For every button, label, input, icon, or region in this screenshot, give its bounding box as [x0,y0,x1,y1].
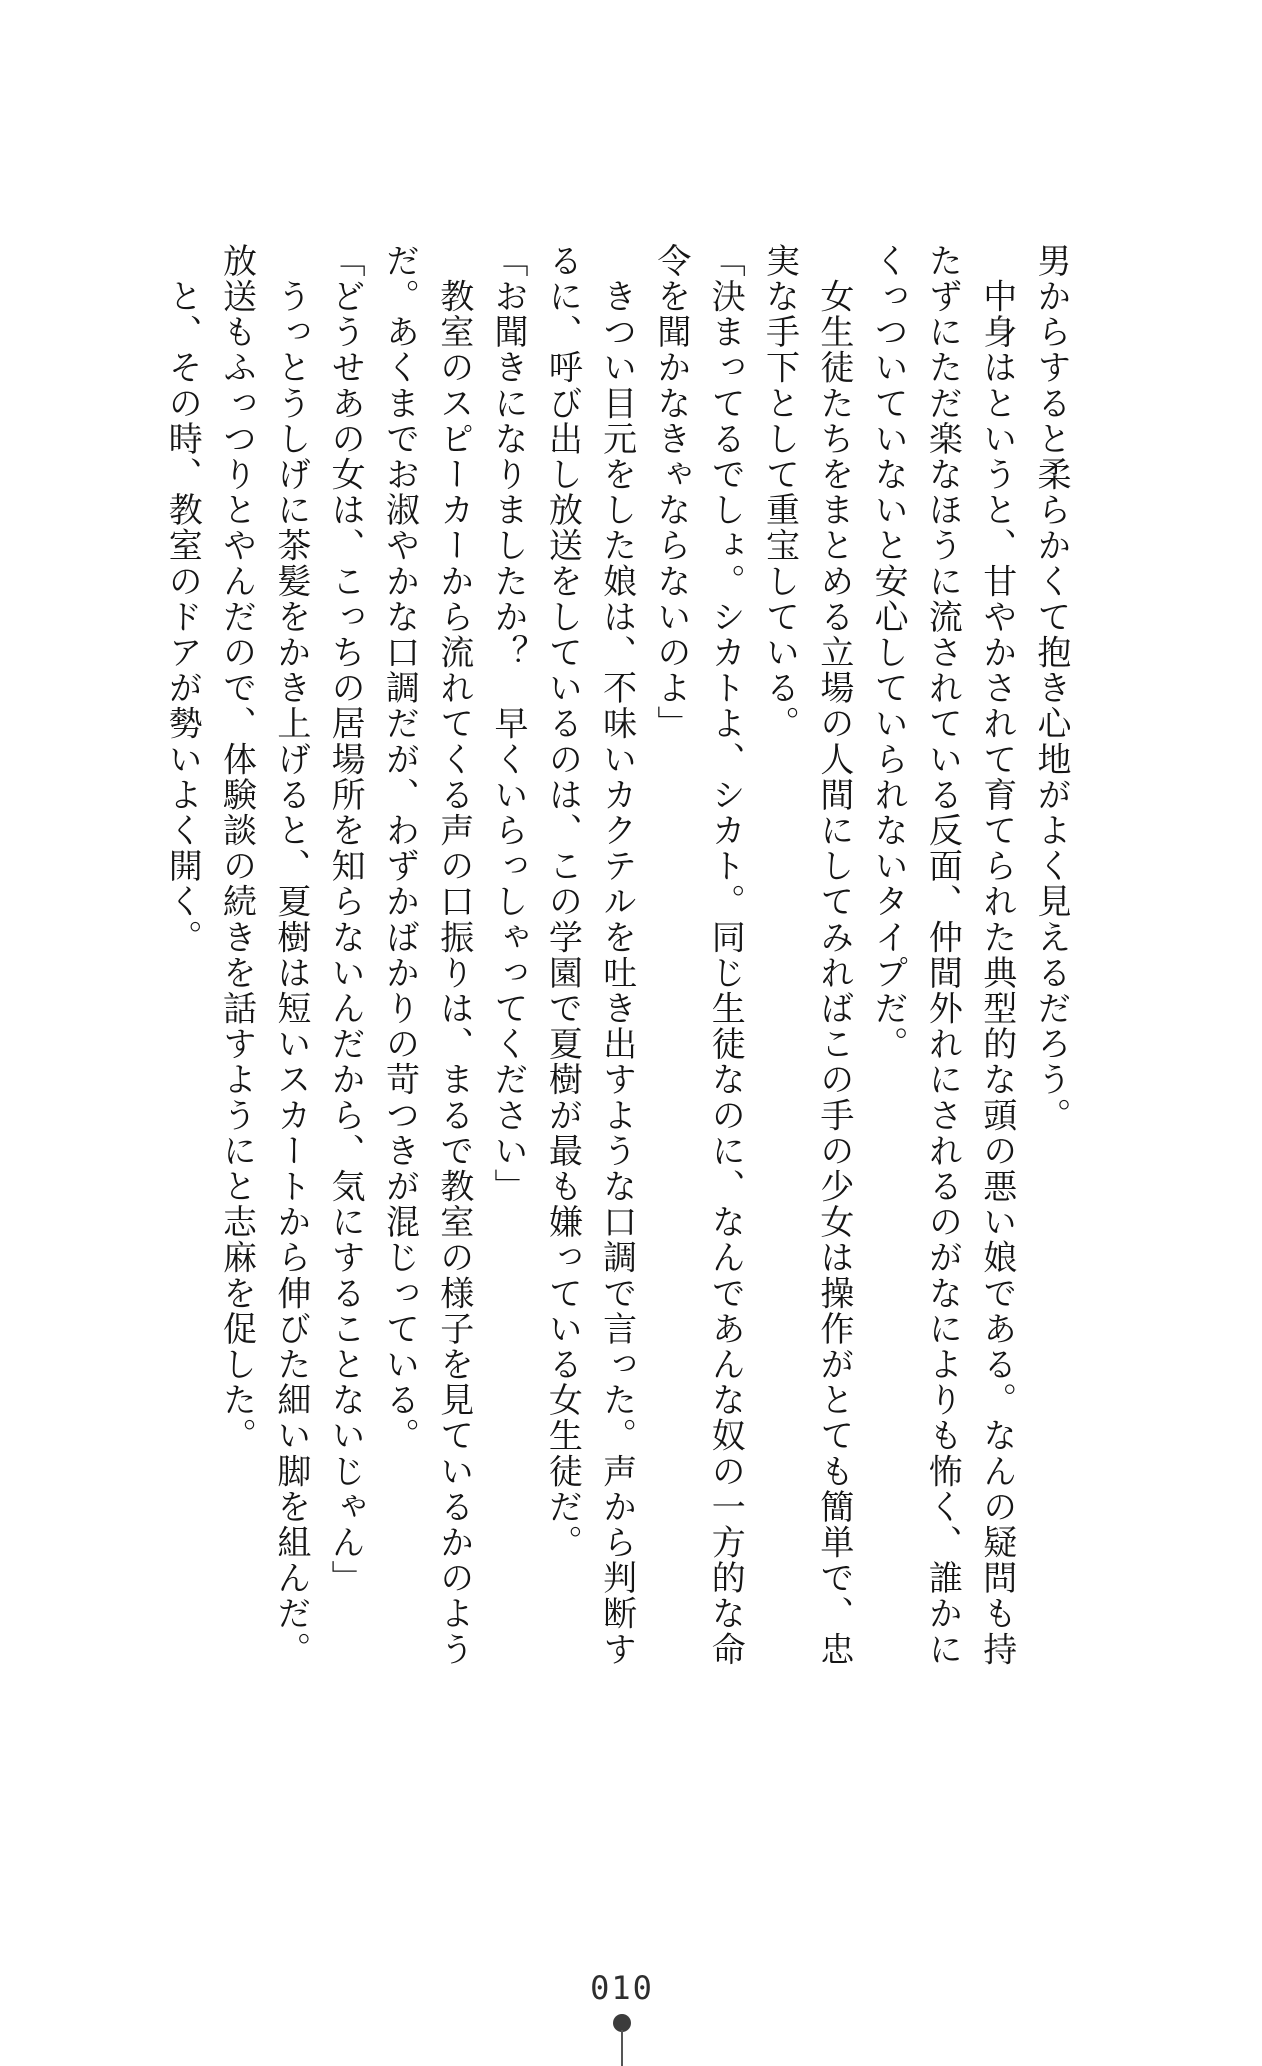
text-column: 女生徒たちをまとめる立場の人間にしてみればこの手の少女は操作がとても簡単で、忠 [814,243,852,1667]
page-number: 010 [590,1969,654,2007]
text-column: 放送もふっつりとやんだので、体験談の続きを話すようにと志麻を促した。 [217,243,255,1454]
text-column: 「決まってるでしょ。シカトよ、シカト。同じ生徒なのに、なんであんな奴の一方的な命 [706,243,744,1667]
text-column: 男からすると柔らかくて抱き心地がよく見えるだろう。 [1032,243,1069,1133]
text-column: きつい目元をした娘は、不味いカクテルを吐き出すような口調で言った。声から判断す [597,243,635,1667]
text-column: 令を聞かなきゃならないのよ」 [651,243,689,742]
text-column: 「どうせあの女は、こっちの居場所を知らないんだから、気にすることないじゃん」 [326,243,364,1596]
text-column: だ。あくまでお淑やかな口調だが、わずかばかりの苛つきが混じっている。 [380,243,418,1454]
vertical-text-block [153,243,1077,1673]
text-column: 中身はというと、甘やかされて育てられた典型的な頭の悪い娘である。なんの疑問も持 [977,243,1015,1667]
folio-rule-ornament [621,2030,623,2066]
text-column: 「お聞きになりましたか？ 早くいらっしゃってください」 [489,243,527,1205]
text-column: うっとうしげに茶髪をかき上げると、夏樹は短いスカートから伸びた細い脚を組んだ。 [271,243,309,1667]
text-column: たずにただ楽なほうに流されている反面、仲間外れにされるのがなによりも怖く、誰かに [923,243,961,1667]
text-column: るに、呼び出し放送をしているのは、この学園で夏樹が最も嫌っている女生徒だ。 [543,243,581,1561]
text-column: 実な手下として重宝している。 [760,243,798,742]
text-column: くっついていないと安心していられないタイプだ。 [869,243,907,1062]
text-column: 教室のスピーカーから流れてくる声の口振りは、まるで教室の様子を見ているかのよう [434,243,472,1667]
text-column: と、その時、教室のドアが勢いよく開く。 [163,243,201,955]
